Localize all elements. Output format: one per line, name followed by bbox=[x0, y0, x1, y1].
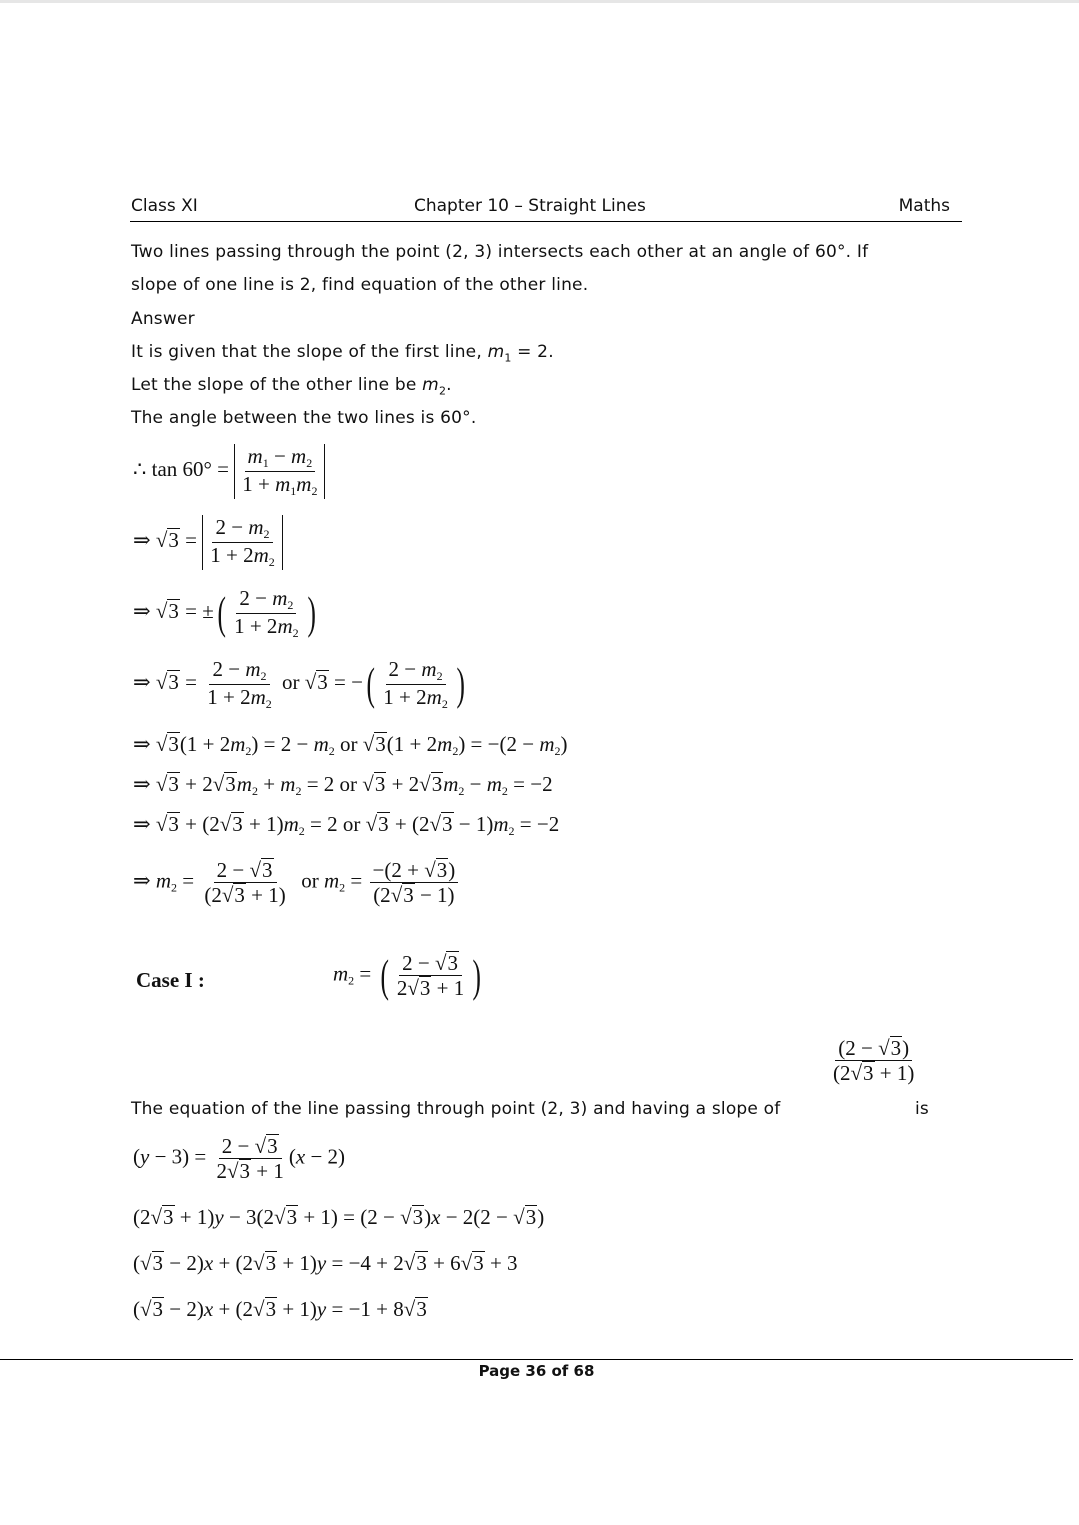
equation-two-cases: ⇒ √3 = $\frac{2 - m_2}{1 + 2m_2}$ or √3 = − ( $\frac{2 - m_2}{1 + 2m_2}$ ) bbox=[133, 657, 465, 711]
question-line-1: Two lines passing through the point (2, 3) intersects each other at an angle of 60°. If bbox=[131, 242, 869, 262]
page-header bbox=[130, 196, 962, 222]
question-line-2: slope of one line is 2, find equation of the other line. bbox=[131, 275, 589, 295]
header-class: Class XI bbox=[131, 196, 198, 216]
equation-cross-multiply: ⇒ $√3(1 + 2m_2) = 2 - m_2$ or $√3(1 + 2m_2) = -(2 - m_2)$ bbox=[133, 732, 568, 758]
equation-case1: $m_2$ = ( $\frac{2 - √3}{2√3 + 1}$ ) bbox=[333, 949, 482, 1001]
footer-divider bbox=[0, 1359, 1073, 1360]
equation-final: (√3 − 2)x + (2√3 + 1)y = −1 + 8√3 bbox=[133, 1297, 427, 1321]
given-prefix: It is given that the slope of the first line, bbox=[131, 342, 482, 362]
given-var: m bbox=[487, 342, 505, 362]
top-border bbox=[0, 0, 1079, 3]
header-subject: Maths bbox=[898, 196, 950, 216]
equation-multiply-out: (2√3 + 1)y − 3(2√3 + 1) = (2 − √3)x − 2(2 − √3) bbox=[133, 1205, 545, 1229]
equation-slope-inline: $\frac{(2 - √3)}{(2√3 + 1)}$ bbox=[833, 1036, 915, 1086]
let-prefix: Let the slope of the other line be bbox=[131, 375, 417, 395]
equation-sqrt3-abs: ⇒ √3 = $\frac{2 - m_2}{1 + 2m_2}$ bbox=[133, 515, 283, 570]
equation-plus-minus: ⇒ √3 = ± ( $\frac{2 - m_2}{1 + 2m_2}$ ) bbox=[133, 586, 316, 640]
page-number: Page 36 of 68 bbox=[478, 1362, 595, 1380]
equation-tan60: ∴ tan 60° = $\frac{m_1 - m_2}{1 + m_1m_2}$ bbox=[133, 444, 325, 499]
equation-expand: ⇒ $√3 + 2√3m_2 + m_2 = 2$ or $√3 + 2√3m_2 - m_2 = -2$ bbox=[133, 772, 553, 798]
case-label: Case I : bbox=[136, 968, 205, 992]
let-suffix: . bbox=[446, 375, 452, 395]
angle-line: The angle between the two lines is 60°. bbox=[131, 408, 477, 428]
let-var: m bbox=[422, 375, 439, 395]
equation-rearrange: (√3 − 2)x + (2√3 + 1)y = −4 + 2√3 + 6√3 + 3 bbox=[133, 1251, 518, 1275]
header-chapter: Chapter 10 – Straight Lines bbox=[414, 196, 646, 216]
let-sub: 2 bbox=[438, 384, 447, 398]
equation-statement: The equation of the line passing through point (2, 3) and having a slope of bbox=[131, 1099, 781, 1119]
given-sub: 1 bbox=[504, 351, 512, 365]
equation-group: ⇒ $√3 + (2√3 + 1)m_2 = 2$ or $√3 + (2√3 - 1)m_2 = -2$ bbox=[133, 812, 560, 838]
equation-m2-solutions: ⇒ $m_2$ = $\frac{2 - √3}{(2√3 + 1)}$ or $m_2$ = $\frac{-(2 + √3)}{(2√3 - 1)}$ bbox=[133, 858, 460, 907]
given-slope-line bbox=[131, 342, 554, 364]
let-slope-line bbox=[131, 375, 452, 397]
equation-statement-suffix: is bbox=[915, 1099, 929, 1119]
answer-label: Answer bbox=[131, 309, 195, 329]
given-value: = 2. bbox=[511, 342, 554, 362]
equation-point-slope: (y − 3) = $\frac{2 - √3}{2√3 + 1}$ (x − 2) bbox=[133, 1134, 346, 1184]
